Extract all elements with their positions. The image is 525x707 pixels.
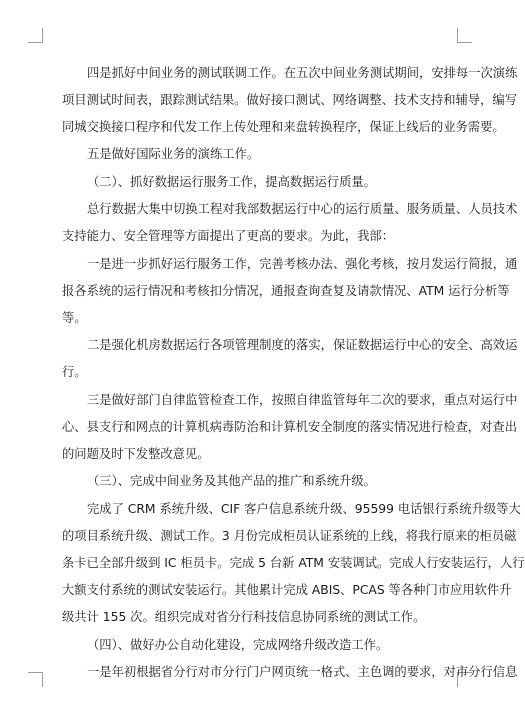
paragraph-line: 一是进一步抓好运行服务工作，完善考核办法、强化考核，按月发运行简报，通	[87, 257, 518, 271]
crop-mark-top-left	[28, 28, 43, 43]
crop-mark-bottom-left	[28, 672, 43, 687]
paragraph-line: 行。	[62, 365, 87, 379]
paragraph-line: 的问题及时下发整改意见。	[62, 447, 210, 461]
crop-mark-top-right	[457, 28, 472, 43]
paragraph-line: 四是抓好中间业务的测试联调工作。在五次中间业务测试期间，安排每一次演练	[87, 66, 518, 80]
paragraph-line: 完成了 CRM 系统升级、CIF 客户信息系统升级、95599 电话银行系统升级等大	[87, 502, 521, 516]
paragraph-line: 五是做好国际业务的演练工作。	[87, 147, 260, 161]
paragraph-line: 报各系统的运行情况和考核扣分情况，通报查询查复及请款情况、ATM 运行分析等	[62, 284, 510, 298]
paragraph-line: 条卡已全部升级到 IC 柜员卡。完成 5 台新 ATM 安装调试。完成人行安装运行，人行	[62, 556, 525, 570]
paragraph-line: 级共计 155 次。组织完成对省分行科技信息协同系统的测试工作。	[62, 610, 426, 624]
section-heading: （三）、完成中间业务及其他产品的推广和系统升级。	[87, 474, 376, 488]
paragraph-line: 三是做好部门自律监管检查工作，按照自律监管每年二次的要求，重点对运行中	[87, 393, 518, 407]
section-heading: （四）、做好办公自动化建设，完成网络升级改造工作。	[87, 638, 389, 652]
paragraph-line: 二是强化机房数据运行各项管理制度的落实，保证数据运行中心的安全、高效运	[87, 338, 518, 352]
paragraph-line: 支持能力、安全管理等方面提出了更高的要求。为此，我部：	[62, 229, 395, 243]
paragraph-line: 总行数据大集中切换工程对我部数据运行中心的运行质量、服务质量、人员技术	[87, 202, 518, 216]
paragraph-line: 的项目系统升级、测试工作。3 月份完成柜员认证系统的上线，将我行原来的柜员磁	[62, 529, 517, 543]
section-heading: （二）、抓好数据运行服务工作，提高数据运行质量。	[87, 175, 376, 189]
paragraph-line: 等。	[62, 311, 87, 325]
paragraph-line: 同城交换接口程序和代发工作上传处理和来盘转换程序，保证上线后的业务需要。	[62, 120, 505, 134]
paragraph-line: 项目测试时间表，跟踪测试结果。做好接口测试、网络调整、技术支持和辅导，编写	[62, 93, 517, 107]
paragraph-line: 大额支付系统的测试安装运行。其他累计完成 ABIS、PCAS 等各种门市应用软件升	[62, 583, 512, 597]
paragraph-line: 心、县支行和网点的计算机病毒防治和计算机安全制度的落实情况进行检查，对查出	[62, 420, 517, 434]
paragraph-line: 一是年初根据省分行对市分行门户网页统一格式、主色调的要求，对市分行信息	[87, 665, 518, 679]
